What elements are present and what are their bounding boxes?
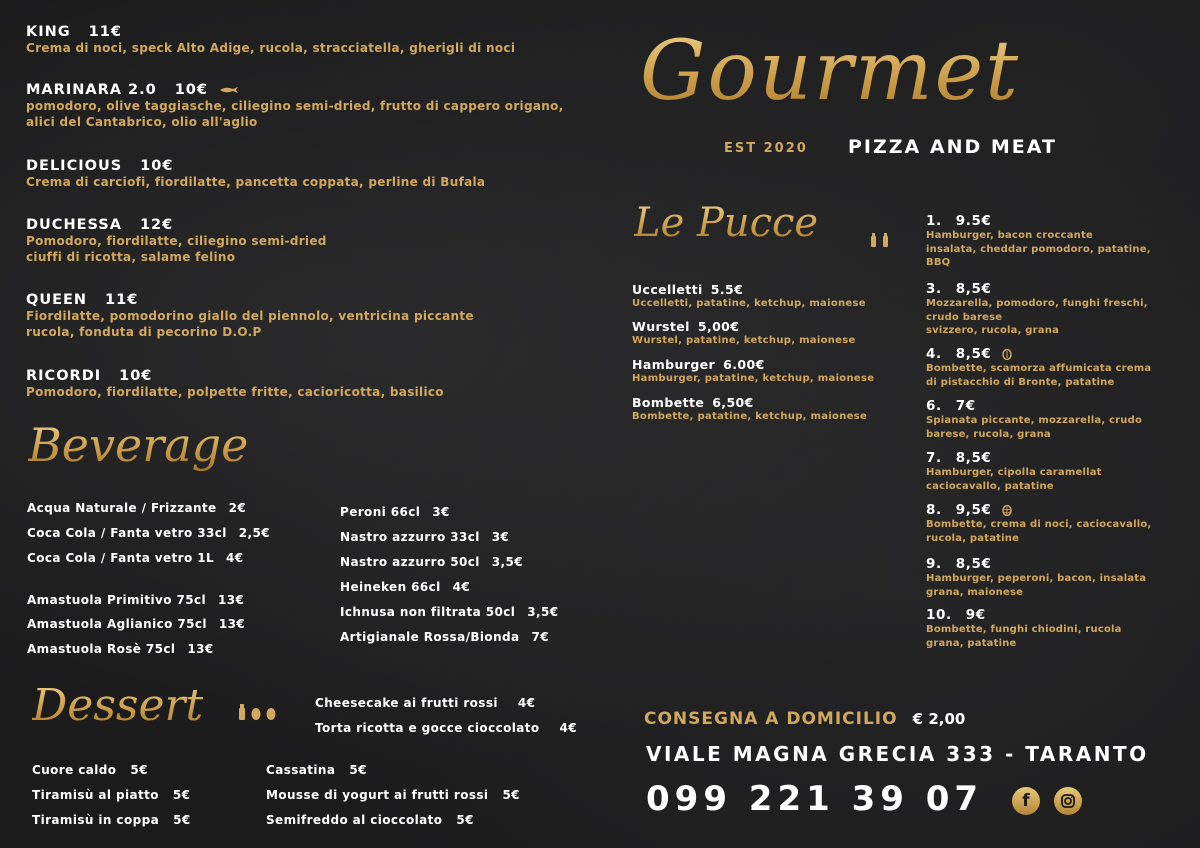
beverage-item: Amastuola Primitivo 75cl 13€ [27,593,245,607]
facebook-icon[interactable]: f [1012,787,1040,815]
fish-icon [219,86,239,94]
pucce-item: Bombette 6,50€ Bombette, patatine, ketchup, maionese [632,395,868,422]
dessert-item: Tiramisù al piatto 5€ [32,788,191,802]
pizza-desc: Fiordilatte, pomodorino giallo del piennolo, ventricina piccante [26,309,474,323]
pizza-price: 11€ [105,292,139,308]
bottle-icon [882,233,889,247]
pizza-item-marinara [26,82,563,130]
dessert-item: Cuore caldo 5€ [32,763,148,777]
pizza-desc: Crema di carciofi, fiordilatte, pancetta coppata, perline di Bufala [26,175,486,189]
beverage-item: Amastuola Aglianico 75cl 13€ [27,617,246,631]
beverage-title: Beverage [28,418,249,472]
pizza-desc: Crema di noci, speck Alto Adige, rucola, stracciatella, gherigli di noci [26,41,516,55]
address: VIALE MAGNA GRECIA 333 - TARANTO [646,742,1149,766]
pucce-item: Uccelletti 5.5€ Uccelletti, patatine, ketchup, maionese [632,282,866,309]
beverage-item: Coca Cola / Fanta vetro 1L 4€ [27,551,244,565]
pizza-item-duchessa [26,217,327,265]
walnut-icon [1002,505,1012,516]
beverage-item: Coca Cola / Fanta vetro 33cl 2,5€ [27,526,270,540]
phone-number[interactable]: 099 221 39 07 [646,779,984,819]
pizza-name: QUEEN [26,292,88,308]
numbered-item: 9. 8,5€ Hamburger, peperoni, bacon, insalata grana, maionese [926,556,1147,598]
pucce-title: Le Pucce [634,200,819,246]
pizza-name: MARINARA 2.0 [26,82,157,98]
brand-est: EST 2020 [724,141,808,156]
pizza-desc: alici del Cantabrico, olio all'aglio [26,115,258,129]
pizza-desc: pomodoro, olive taggiasche, ciliegino semi-dried, frutto di cappero origano, [26,99,564,113]
beverage-item: Acqua Naturale / Frizzante 2€ [27,501,247,515]
brand-tagline: PIZZA AND MEAT [848,136,1057,158]
allergen-icons [870,232,889,251]
beverage-item: Amastuola Rosè 75cl 13€ [27,642,214,656]
numbered-item: 7. 8,5€ Hamburger, cipolla caramellat caciocavallo, patatine [926,450,1102,492]
pizza-item-king [26,24,515,56]
instagram-icon[interactable] [1054,787,1082,815]
pizza-name: KING [26,24,71,40]
pizza-item-delicious [26,158,485,190]
dessert-item: Cheesecake ai frutti rossi 4€ [315,696,536,710]
dessert-item: Cassatina 5€ [266,763,367,777]
beverage-item: Heineken 66cl 4€ [340,580,471,594]
pizza-item-queen [26,292,474,340]
pizza-price: 10€ [119,368,153,384]
beverage-item: Artigianale Rossa/Bionda 7€ [340,630,550,644]
dessert-item: Torta ricotta e gocce cioccolato 4€ [315,721,578,735]
beverage-item: Peroni 66cl 3€ [340,505,450,519]
pistachio-icon [1002,349,1012,360]
dessert-item: Tiramisù in coppa 5€ [32,813,191,827]
bottle-icon [870,233,877,247]
numbered-item: 6. 7€ Spianata piccante, mozzarella, crudo barese, rucola, grana [926,398,1143,440]
beverage-item: Nastro azzurro 33cl 3€ [340,530,510,544]
pizza-price: 10€ [174,82,208,98]
pizza-desc: Pomodoro, fiordilatte, polpette fritte, cacioricotta, basilico [26,385,444,399]
pucce-item: Hamburger 6.00€ Hamburger, patatine, ketchup, maionese [632,357,875,384]
bottle-icon [238,704,246,720]
egg-icon [266,706,276,720]
allergen-icons [238,704,276,724]
brand-logo: Gourmet [640,22,1020,122]
numbered-item: 1. 9.5€ Hamburger, bacon croccante insalata, cheddar pomodoro, patatine, BBQ [926,213,1151,268]
numbered-item: 8. 9,5€ Bombette, crema di noci, caciocavallo, rucola, patatine [926,502,1152,544]
pizza-name: DELICIOUS [26,158,123,174]
pizza-desc: ciuffi di ricotta, salame felino [26,250,236,264]
pizza-desc: rucola, fonduta di pecorino D.O.P [26,325,262,339]
pizza-item-ricordi [26,368,444,400]
dessert-title: Dessert [32,680,204,731]
pizza-name: DUCHESSA [26,217,122,233]
dessert-item: Mousse di yogurt ai frutti rossi 5€ [266,788,520,802]
numbered-item: 4. 8,5€ Bombette, scamorza affumicata crema di pistacchio di Bronte, patatine [926,346,1152,388]
beverage-item: Ichnusa non filtrata 50cl 3,5€ [340,605,559,619]
pizza-price: 12€ [139,217,174,233]
numbered-item: 3. 8,5€ Mozzarella, pomodoro, funghi freschi, crudo barese svizzero, rucola, grana [926,281,1148,336]
delivery-label: CONSEGNA A DOMICILIO [644,709,898,729]
delivery-info [644,709,965,729]
pizza-price: 11€ [88,24,122,40]
beverage-item: Nastro azzurro 50cl 3,5€ [340,555,523,569]
pizza-desc: Pomodoro, fiordilatte, ciliegino semi-dried [26,234,327,248]
pizza-name: RICORDI [26,368,102,384]
pizza-price: 10€ [140,158,174,174]
dessert-item: Semifreddo al cioccolato 5€ [266,813,474,827]
numbered-item: 10. 9€ Bombette, funghi chiodini, rucola grana, patatine [926,607,1122,649]
instagram-glyph [1054,787,1082,815]
pucce-item: Wurstel 5,00€ Wurstel, patatine, ketchup, maionese [632,319,856,346]
egg-icon [251,706,261,720]
delivery-price: € 2,00 [912,710,966,728]
